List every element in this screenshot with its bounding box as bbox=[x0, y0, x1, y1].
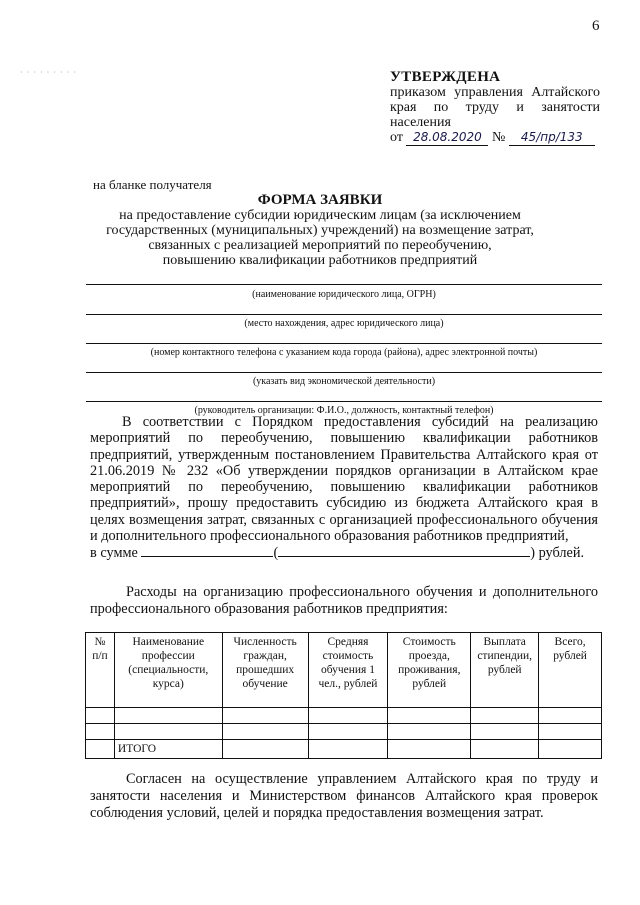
sum-words-field[interactable] bbox=[278, 544, 530, 557]
form-title-line: государственных (муниципальных) учреждений) на возмещение затрат, bbox=[106, 223, 534, 238]
expenses-paragraph bbox=[90, 584, 598, 618]
form-title bbox=[90, 193, 550, 268]
table-cell[interactable] bbox=[471, 740, 539, 759]
form-heading: ФОРМА ЗАЯВКИ bbox=[257, 192, 383, 208]
table-cell[interactable] bbox=[539, 708, 602, 724]
approval-date-line bbox=[390, 130, 600, 146]
fill-line-contacts[interactable] bbox=[86, 343, 602, 344]
header-cell: Выплата стипендии, рублей bbox=[471, 633, 539, 708]
consent-paragraph bbox=[90, 771, 598, 822]
page-number: 6 bbox=[592, 18, 600, 34]
table-row bbox=[86, 724, 602, 740]
scan-artifact: · · · · · · · · · bbox=[20, 68, 77, 77]
fill-line-address[interactable] bbox=[86, 314, 602, 315]
table-cell[interactable] bbox=[114, 708, 222, 724]
caption-director: (руководитель организации: Ф.И.О., должность, контактный телефон) bbox=[194, 405, 494, 416]
table-cell[interactable] bbox=[539, 740, 602, 759]
table-cell[interactable] bbox=[539, 724, 602, 740]
letterhead-note: на бланке получателя bbox=[93, 177, 212, 192]
sum-digits-field[interactable] bbox=[141, 544, 273, 557]
table-cell[interactable] bbox=[388, 740, 471, 759]
approval-number: 45/пр/133 bbox=[509, 130, 595, 146]
header-cell: № п/п bbox=[86, 633, 115, 708]
approval-number-label: № bbox=[491, 130, 506, 145]
table-cell[interactable] bbox=[222, 740, 308, 759]
main-paragraph-text: В соответствии с Порядком предоставления субсидий на реализацию мероприятий по переобучению, повышению квалификации работников предприятий, утвержденным постановлением Правительства Алтайского края от 21.06.2019 № 232 «Об утверждении порядков организации в Алтайском крае мероприятий по переобучению, повышению квалификации работников предприятий», прошу предоставить субсидию из бюджета Алтайского края в целях возмещения затрат, связанных с организацией профессионального обучения и дополнительного профессионального образования работников предприятий, bbox=[90, 414, 598, 545]
table-cell[interactable] bbox=[222, 708, 308, 724]
table-cell[interactable] bbox=[86, 708, 115, 724]
open-paren: ( bbox=[273, 545, 279, 562]
table-cell[interactable] bbox=[308, 708, 388, 724]
table-cell[interactable] bbox=[471, 708, 539, 724]
expenses-table bbox=[85, 632, 602, 759]
header-cell: Наименование профессии (специальности, курса) bbox=[114, 633, 222, 708]
table-cell[interactable] bbox=[471, 724, 539, 740]
form-title-line: на предоставление субсидии юридическим лицам (за исключением bbox=[119, 208, 521, 223]
approval-text: приказом управления Алтайского края по труду и занятости населения bbox=[390, 85, 600, 130]
table-cell[interactable] bbox=[308, 724, 388, 740]
table-total-row bbox=[86, 740, 602, 759]
approval-stamp bbox=[390, 70, 600, 146]
consent-text: Согласен на осуществление управлением Алтайского края по труду и занятости населения и Министерством финансов Алтайского края проверок соблюдения условий, целей и порядка предоставления возмещения затрат. bbox=[90, 771, 598, 821]
table-cell[interactable] bbox=[308, 740, 388, 759]
table-cell[interactable] bbox=[388, 708, 471, 724]
header-cell: Стоимость проезда, проживания, рублей bbox=[388, 633, 471, 708]
fill-line-director[interactable] bbox=[86, 401, 602, 402]
header-cell: Средняя стоимость обучения 1 чел., рублей bbox=[308, 633, 388, 708]
table-cell[interactable] bbox=[222, 724, 308, 740]
table-cell[interactable] bbox=[114, 724, 222, 740]
header-cell: Всего, рублей bbox=[539, 633, 602, 708]
header-cell: Численность граждан, прошедших обучение bbox=[222, 633, 308, 708]
table-cell[interactable] bbox=[86, 724, 115, 740]
caption-org-name: (наименование юридического лица, ОГРН) bbox=[252, 289, 436, 300]
table-cell[interactable] bbox=[388, 724, 471, 740]
sum-close-text: ) рублей. bbox=[530, 545, 585, 562]
caption-address: (место нахождения, адрес юридического лица) bbox=[244, 318, 444, 329]
approval-from-label: от bbox=[390, 130, 403, 145]
fill-line-activity[interactable] bbox=[86, 372, 602, 373]
main-paragraph bbox=[90, 414, 598, 562]
approval-date: 28.08.2020 bbox=[406, 130, 488, 146]
caption-activity: (указать вид экономической деятельности) bbox=[252, 376, 436, 387]
form-title-line: связанных с реализацией мероприятий по переобучению, bbox=[148, 238, 492, 253]
approval-heading: УТВЕРЖДЕНА bbox=[390, 69, 501, 85]
total-label: ИТОГО bbox=[114, 740, 222, 759]
table-cell[interactable] bbox=[86, 740, 115, 759]
fill-line-org-name[interactable] bbox=[86, 284, 602, 285]
expenses-text: Расходы на организацию профессионального обучения и дополнительного профессионального образования работников предприятия: bbox=[90, 584, 598, 617]
sum-label: в сумме bbox=[90, 545, 138, 562]
form-title-line: повышению квалификации работников предприятий bbox=[162, 253, 478, 268]
caption-contacts: (номер контактного телефона с указанием кода города (района), адрес электронной почты) bbox=[150, 347, 538, 358]
table-header-row bbox=[86, 633, 602, 708]
table-row bbox=[86, 708, 602, 724]
